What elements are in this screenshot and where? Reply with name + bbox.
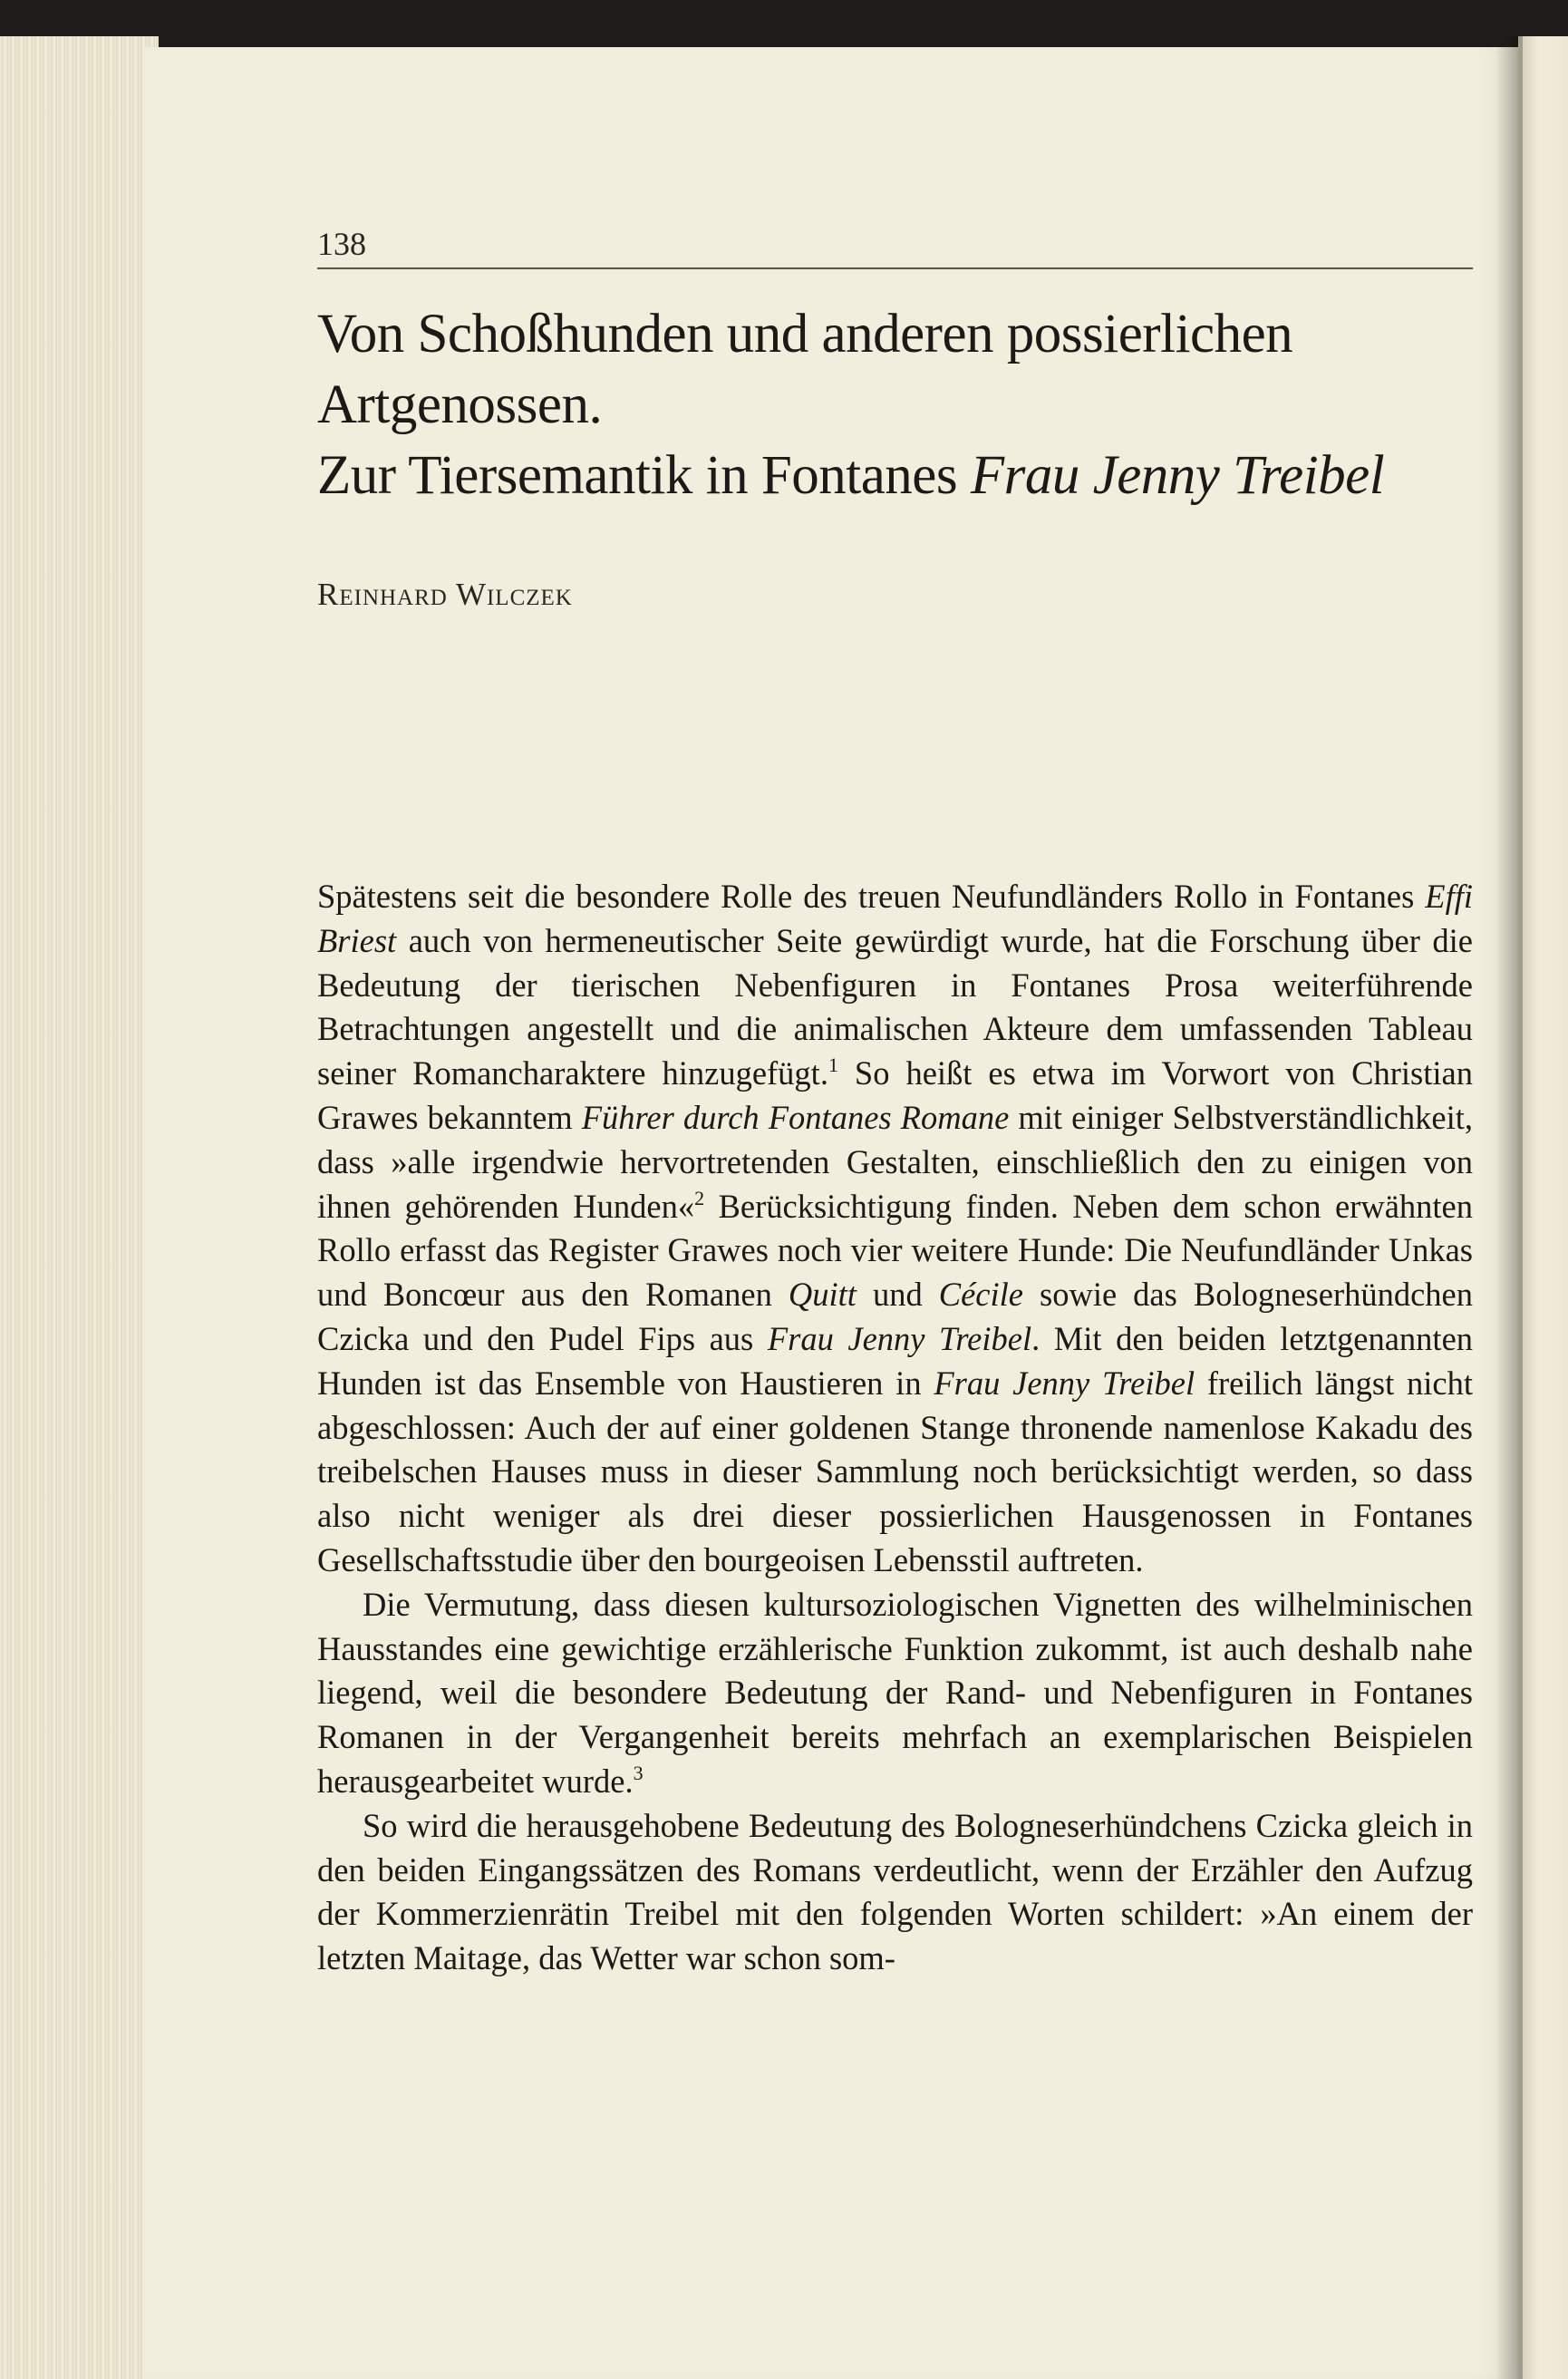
work-title: Effi Briest — [317, 878, 1473, 959]
work-title: Quitt — [788, 1276, 857, 1314]
text-run: auch von hermeneutischer Seite gewürdigt wurde, hat die Forschung über die Bedeutung der tierischen Nebenfiguren in Fontanes Prosa weiterführende Betrachtungen angestellt und die animalischen Akteure dem umfassenden Tableau seiner Romancharaktere hinzugefügt. — [317, 921, 1473, 1092]
text-run: Spätestens seit die besondere Rolle des treuen Neufundländers Rollo in Fontanes — [317, 878, 1426, 915]
header-rule — [317, 267, 1473, 269]
article-body — [317, 875, 1473, 1981]
footnote-ref-2: 2 — [694, 1186, 705, 1209]
footnote-ref-3: 3 — [633, 1761, 644, 1784]
running-header — [317, 225, 1473, 268]
work-title: Führer durch Fontanes Romane — [581, 1098, 1010, 1136]
text-run: Die Vermutung, dass diesen kultursoziologischen Vignetten des wilhelminischen Hausstandes eine gewichtige erzählerische Funktion zukommt, ist auch deshalb nahe liegend, weil die besondere Bedeutung der Rand- und Nebenfiguren in Fontanes Romanen in der Vergangenheit bereits mehrfach an exemplarischen Beispielen herausgearbeitet wurde. — [317, 1585, 1473, 1800]
text-run: . Mit den beiden letztgenannten Hunden ist das Ensemble von Haustieren in — [317, 1319, 1474, 1402]
title-line-3-italic: Frau Jenny Treibel — [970, 445, 1385, 506]
background-top — [0, 0, 1568, 54]
paragraph-1 — [317, 875, 1473, 1583]
next-page-edge — [1518, 36, 1568, 2379]
work-title: Frau Jenny Treibel — [767, 1319, 1032, 1357]
footnote-ref-1: 1 — [828, 1054, 838, 1077]
text-run: Berücksichtigung finden. Neben dem schon erwähnten Rollo erfasst das Register Grawes noch vier weitere Hunde: Die Neufundländer Unkas und Boncœur aus den Romanen — [317, 1187, 1473, 1314]
paragraph-3: So wird die herausgehobene Bedeutung des Bologneserhündchens Czicka gleich in den beiden Eingangssätzen des Romans verdeutlicht, wenn der Erzähler den Aufzug der Kommerzienrätin Treibel mit den folgenden Worten schildert: »An einem der letzten Maitage, das Wetter war schon som- — [317, 1806, 1473, 1977]
text-run: sowie das Bologneserhündchen Czicka und den Pudel Fips aus — [317, 1276, 1473, 1357]
work-title: Frau Jenny Treibel — [934, 1364, 1195, 1402]
text-run: und — [856, 1276, 939, 1314]
title-line-2: Artgenossen. — [317, 374, 603, 435]
text-run: freilich längst nicht abgeschlossen: Auch der auf einer goldenen Stange thronende namenlose Kakadu des treibelschen Hauses muss in dieser Sammlung noch berücksichtigt werden, so dass also nicht weniger als drei dieser possierlichen Hausgenossen in Fontanes Gesellschaftsstudie über den bourgeoisen Lebensstil auftreten. — [317, 1364, 1473, 1578]
article-title — [317, 299, 1486, 511]
author-name: Reinhard Wilczek — [317, 577, 573, 612]
text-run: mit einiger Selbstverständlichkeit, dass »alle irgendwie hervortretenden Gestalten, einschließlich den zu einigen von ihnen gehörenden Hunden« — [317, 1098, 1473, 1225]
text-run: So heißt es etwa im Vorwort von Christian Grawes bekanntem — [317, 1054, 1473, 1136]
page-edges — [0, 36, 159, 2379]
paragraph-2 — [317, 1583, 1473, 1804]
title-line-3-prefix: Zur Tiersemantik in Fontanes — [317, 445, 971, 506]
title-line-1: Von Schoßhunden und anderen possierlichen — [317, 304, 1293, 364]
page-number: 138 — [317, 226, 366, 262]
spine-shadow — [1495, 36, 1523, 2379]
title-line-3 — [317, 441, 1486, 511]
work-title: Cécile — [938, 1276, 1023, 1314]
